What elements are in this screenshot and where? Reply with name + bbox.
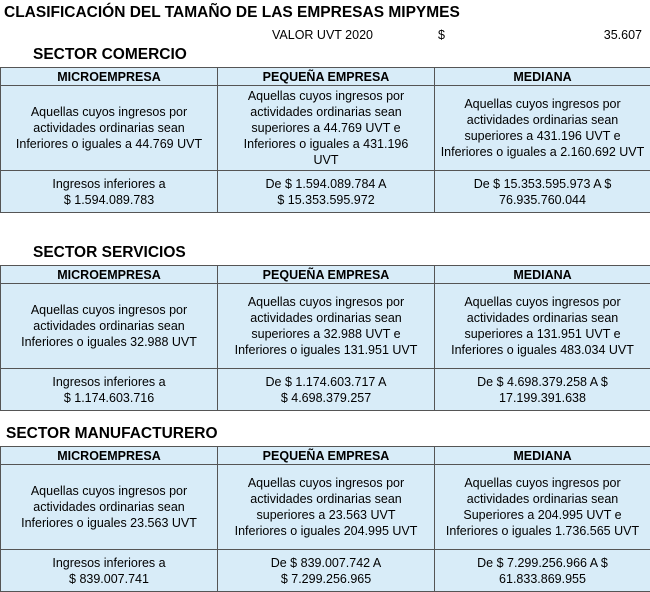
range-row [1,171,650,213]
column-header-micro: MICROEMPRESA [1,68,218,86]
description-cell-pequena: Aquellas cuyos ingresos por actividades ordinarias sean superiores a 44.769 UVT e Inferiores o iguales a 431.196 UVT [218,86,435,171]
description-cell-mediana: Aquellas cuyos ingresos por actividades ordinarias sean superiores a 131.951 UVT e Inferiores o iguales 483.034 UVT [435,284,650,369]
sector-title-manufacturero: SECTOR MANUFACTURERO [6,425,218,443]
range-cell-mediana: De $ 15.353.595.973 A $ 76.935.760.044 [435,171,650,213]
column-header-pequena: PEQUEÑA EMPRESA [218,447,435,465]
sector-title-servicios: SECTOR SERVICIOS [33,244,186,262]
description-cell-pequena: Aquellas cuyos ingresos por actividades ordinarias sean superiores a 23.563 UVT Inferiores o iguales 204.995 UVT [218,465,435,550]
range-cell-mediana: De $ 7.299.256.966 A $ 61.833.869.955 [435,550,650,592]
range-cell-pequena: De $ 1.594.089.784 A $ 15.353.595.972 [218,171,435,213]
table-header-row [1,266,650,284]
description-row [1,284,650,369]
range-cell-micro: Ingresos inferiores a $ 1.174.603.716 [1,369,218,411]
description-cell-micro: Aquellas cuyos ingresos por actividades ordinarias sean Inferiores o iguales 23.563 UVT [1,465,218,550]
range-cell-micro: Ingresos inferiores a $ 1.594.089.783 [1,171,218,213]
range-row [1,369,650,411]
range-cell-pequena: De $ 839.007.742 A $ 7.299.256.965 [218,550,435,592]
range-cell-pequena: De $ 1.174.603.717 A $ 4.698.379.257 [218,369,435,411]
description-cell-micro: Aquellas cuyos ingresos por actividades ordinarias sean Inferiores o iguales 32.988 UVT [1,284,218,369]
range-cell-mediana: De $ 4.698.379.258 A $ 17.199.391.638 [435,369,650,411]
table-comercio [0,67,650,213]
range-cell-micro: Ingresos inferiores a $ 839.007.741 [1,550,218,592]
range-row [1,550,650,592]
table-servicios [0,265,650,411]
uvt-value: 35.607 [604,28,642,42]
description-row [1,86,650,171]
description-cell-micro: Aquellas cuyos ingresos por actividades ordinarias sean Inferiores o iguales a 44.769 UVT [1,86,218,171]
sector-title-comercio: SECTOR COMERCIO [33,46,187,64]
column-header-mediana: MEDIANA [435,447,650,465]
table-manufacturero [0,446,650,592]
description-cell-mediana: Aquellas cuyos ingresos por actividades ordinarias sean superiores a 431.196 UVT e Inferiores o iguales a 2.160.692 UVT [435,86,650,171]
column-header-mediana: MEDIANA [435,68,650,86]
column-header-micro: MICROEMPRESA [1,447,218,465]
table-header-row [1,68,650,86]
description-cell-pequena: Aquellas cuyos ingresos por actividades ordinarias sean superiores a 32.988 UVT e Inferiores o iguales 131.951 UVT [218,284,435,369]
uvt-label: VALOR UVT 2020 [272,28,373,42]
page-title: CLASIFICACIÓN DEL TAMAÑO DE LAS EMPRESAS MIPYMES [4,4,460,22]
column-header-pequena: PEQUEÑA EMPRESA [218,68,435,86]
column-header-mediana: MEDIANA [435,266,650,284]
column-header-pequena: PEQUEÑA EMPRESA [218,266,435,284]
description-row [1,465,650,550]
table-header-row [1,447,650,465]
description-cell-mediana: Aquellas cuyos ingresos por actividades ordinarias sean Superiores a 204.995 UVT e Inferiores o iguales 1.736.565 UVT [435,465,650,550]
uvt-currency: $ [438,28,445,42]
column-header-micro: MICROEMPRESA [1,266,218,284]
